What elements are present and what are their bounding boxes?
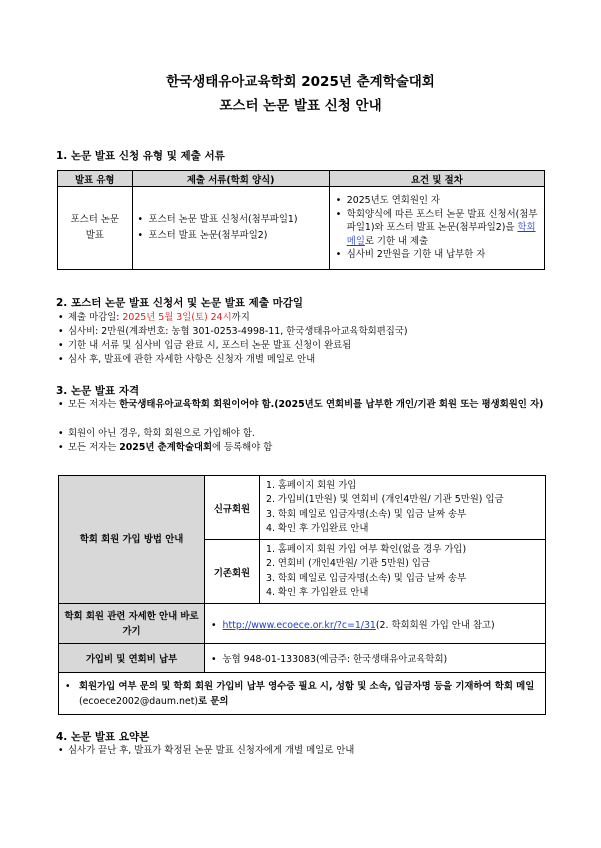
deadline-value: 2025년 5월 3일(토) 24시 (122, 312, 232, 323)
fee-account: 농협 948-01-133083(예금주: 한국생태유아교육학회) (222, 654, 448, 666)
list-item: • 기한 내 서류 및 심사비 입금 완료 시, 포스터 논문 발표 신청이 완료됨 (58, 340, 352, 351)
requirement-text: 로 기한 내 제출 (364, 235, 429, 247)
membership-info-link[interactable]: http://www.ecoece.or.kr/?c=1/31 (222, 619, 376, 631)
contact-email: (ecoece2002@daum.net) (79, 695, 199, 707)
requirement-item: • 심사비 2만원을 기한 내 납부한 자 (335, 248, 539, 262)
table-row (59, 644, 546, 673)
requirement-item: • 2025년도 연회원인 자 (335, 194, 539, 208)
submission-table (57, 170, 545, 270)
bullet: • (211, 619, 217, 631)
eligibility-bold: 한국생태유아교육학회 회원이어야 함.(2025년도 연회비를 납부한 개인/기관 회원 또는 평생회원인 자) (119, 399, 544, 410)
requirements-cell (329, 187, 544, 270)
list-item: • 심사비: 2만원(계좌번호: 농협 301-0253-4998-11, 한국생태유아교육학회편집국) (58, 326, 408, 337)
membership-table (58, 475, 546, 715)
list-item-text: 에 등록해야 함 (212, 442, 273, 453)
step-item: 3. 학회 메일로 입금자명(소속) 및 입금 날짜 송부 (266, 508, 467, 520)
step-item: 4. 확인 후 가입완료 안내 (266, 522, 369, 534)
table-row (59, 673, 546, 715)
required-docs-cell (132, 187, 329, 270)
list-item-text: 심사비: 2만원(계좌번호: 농협 301-0253-4998-11, 한국생태유아교육학회편집국) (68, 326, 408, 337)
society-email-link[interactable]: 학회 메일 (346, 222, 536, 247)
table-row (59, 476, 546, 540)
section2-heading: 2. 포스터 논문 발표 신청서 및 논문 발표 제출 마감일 (56, 297, 304, 309)
required-doc-item: • 포스터 논문 발표 신청서(첨부파일1) (137, 212, 325, 228)
step-item: 4. 확인 후 가입완료 안내 (266, 587, 369, 599)
step-item: 1. 홈페이지 회원 가입 (266, 480, 357, 491)
contact-note-suffix: 로 문의 (198, 695, 229, 707)
contact-note-cell (59, 673, 546, 715)
fee-label: 가입비 및 연회비 납부 (59, 644, 205, 673)
list-item: • 모든 저자는 한국생태유아교육학회 회원이어야 함.(2025년도 연회비를 납부한 개인/기관 회원 또는 평생회원인 자) (58, 399, 544, 410)
contact-note-text: 회원가입 여부 문의 및 학회 회원 가입비 납부 영수증 필요 시, 성함 및 소속, 입금자명 등을 기재하여 학회 메일 (79, 680, 535, 692)
info-suffix: (2. 학회회원 가입 안내 참고) (375, 619, 495, 631)
section3-heading: 3. 논문 발표 자격 (56, 385, 140, 397)
table-header-row (58, 171, 545, 187)
requirement-item (335, 208, 539, 249)
membership-label: 학회 회원 가입 방법 안내 (59, 476, 205, 604)
step-item: 3. 학회 메일로 입금자명(소속) 및 입금 날짜 송부 (266, 572, 467, 584)
info-label: 학회 회원 관련 자세한 안내 바로가기 (59, 604, 205, 644)
list-item-text: 심사 후, 발표에 관한 자세한 사항은 신청자 개별 메일로 안내 (68, 354, 316, 365)
list-item: • 심사가 끝난 후, 발표가 확정된 논문 발표 신청자에게 개별 메일로 안내 (58, 745, 355, 756)
fee-cell (205, 644, 546, 673)
section4-heading: 4. 논문 발표 요약본 (56, 731, 150, 743)
table-row (59, 604, 546, 644)
step-item: 2. 가입비(1만원) 및 연회비 (개인4만원/ 기관 5만원) 입금 (266, 494, 504, 506)
step-item: 2. 연회비 (개인4만원/ 기관 5만원) 입금 (266, 558, 430, 570)
deadline-label: 제출 마감일: (68, 312, 123, 323)
required-doc-item: • 포스터 발표 논문(첨부파일2) (137, 228, 325, 244)
presentation-type: 포스터 논문 발표 (58, 187, 133, 270)
deadline-suffix: 까지 (231, 312, 250, 323)
document-title: 한국생태유아교육학회 2025년 춘계학술대회 (166, 74, 435, 90)
section1-heading: 1. 논문 발표 신청 유형 및 제출 서류 (56, 150, 225, 162)
table-header: 발표 유형 (58, 171, 133, 187)
table-header: 요건 및 절차 (329, 171, 544, 187)
step-item: 1. 홈페이지 회원 가입 여부 확인(없을 경우 가입) (266, 544, 467, 556)
bullet: • (211, 654, 217, 666)
list-item-text: 기한 내 서류 및 심사비 입금 완료 시, 포스터 논문 발표 신청이 완료됨 (68, 340, 352, 351)
list-item-text: 모든 저자는 (68, 442, 120, 453)
existing-member-label: 기존회원 (205, 540, 260, 604)
list-item: • 회원이 아닌 경우, 학회 회원으로 가입해야 함. (58, 428, 255, 439)
requirement-text: 학회양식에 따른 포스터 논문 발표 신청서(첨부파일1)와 포스터 발표 논문(첨부파일2)을 (346, 208, 538, 234)
new-member-steps (260, 476, 546, 540)
existing-member-steps (260, 540, 546, 604)
contact-note (79, 679, 537, 709)
new-member-label: 신규회원 (205, 476, 260, 540)
info-cell (205, 604, 546, 644)
list-item: • 모든 저자는 2025년 춘계학술대회에 등록해야 함 (58, 442, 273, 453)
eligibility-prefix: 모든 저자는 (68, 399, 120, 410)
deadline-item: • 제출 마감일: 2025년 5월 3일(토) 24시까지 (58, 312, 250, 323)
eligibility-text (68, 398, 543, 412)
list-item-text: 회원이 아닌 경우, 학회 회원으로 가입해야 함. (68, 428, 255, 439)
table-row (58, 187, 545, 270)
table-header: 제출 서류(학회 양식) (132, 171, 329, 187)
document-subtitle: 포스터 논문 발표 신청 안내 (219, 98, 382, 114)
list-item-text: 심사가 끝난 후, 발표가 확정된 논문 발표 신청자에게 개별 메일로 안내 (68, 745, 355, 756)
list-item: • 심사 후, 발표에 관한 자세한 사항은 신청자 개별 메일로 안내 (58, 354, 316, 365)
bullet: • (65, 680, 71, 692)
conference-name: 2025년 춘계학술대회 (119, 442, 213, 453)
